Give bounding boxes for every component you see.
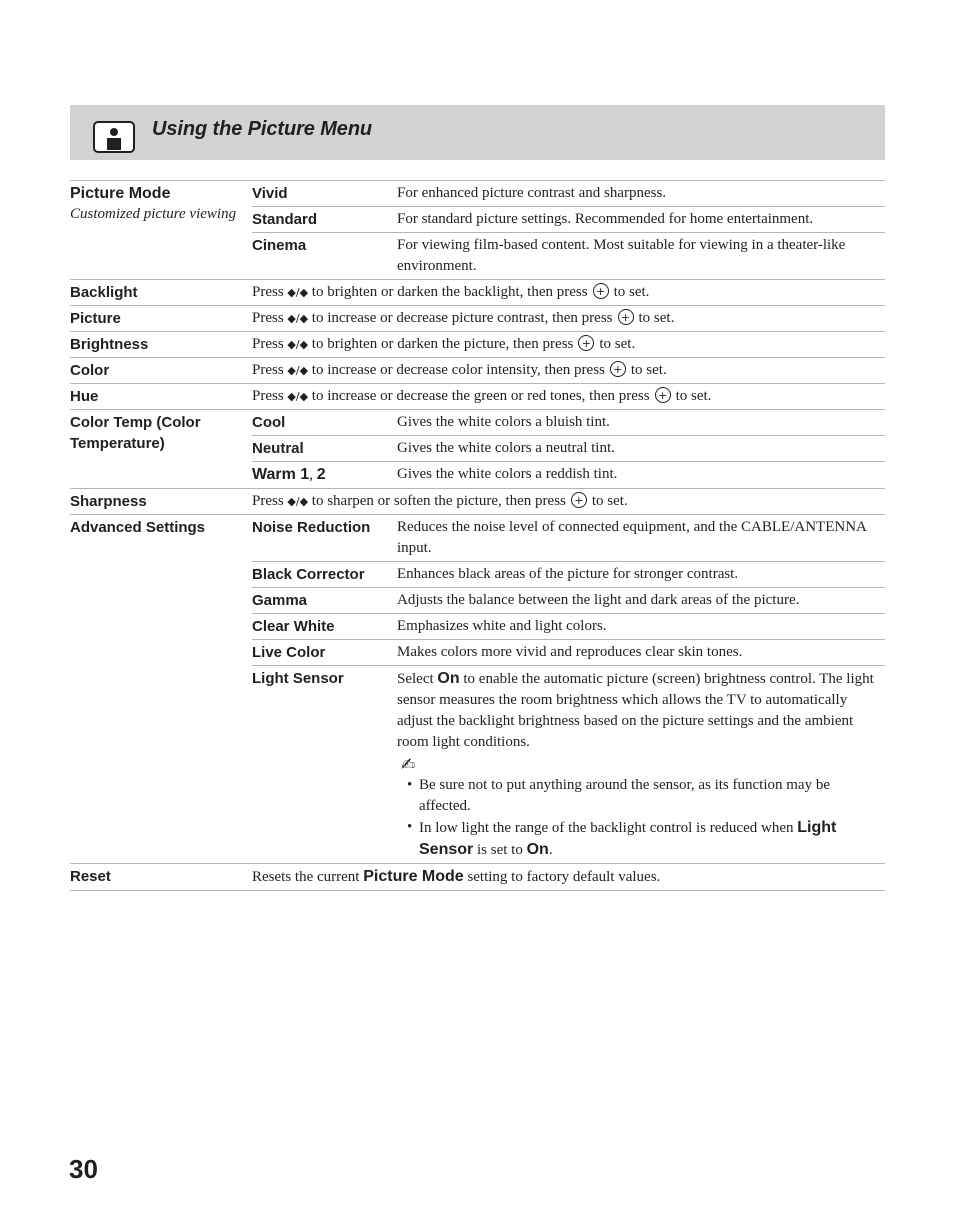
option-clear-white-desc: Emphasizes white and light colors. bbox=[397, 614, 885, 640]
table-row-reset bbox=[70, 864, 885, 891]
table-row-hue bbox=[70, 384, 885, 410]
hue-desc: Press ◆/◆ to increase or decrease the green or red tones, then press+ to set. bbox=[252, 384, 885, 410]
picture-mode-label-cell bbox=[70, 181, 252, 280]
brightness-desc: Press ◆/◆ to brighten or darken the picture, then press+ to set. bbox=[252, 332, 885, 358]
hue-label: Hue bbox=[70, 384, 252, 410]
reset-desc: Resets the current Picture Mode setting to factory default values. bbox=[252, 864, 885, 891]
note-icon: ✍ bbox=[401, 755, 416, 775]
sharpness-label: Sharpness bbox=[70, 489, 252, 515]
section-header bbox=[70, 105, 885, 160]
reset-label: Reset bbox=[70, 864, 252, 891]
table-row-backlight bbox=[70, 280, 885, 306]
enter-button-icon bbox=[571, 492, 587, 508]
option-warm: Warm 1, 2 bbox=[252, 462, 397, 489]
option-standard: Standard bbox=[252, 207, 397, 233]
left-right-arrows-icon: ◆/◆ bbox=[287, 364, 309, 377]
option-vivid-desc: For enhanced picture contrast and sharpness. bbox=[397, 181, 885, 207]
option-noise-reduction-desc: Reduces the noise level of connected equipment, and the CABLE/ANTENNA input. bbox=[397, 515, 885, 562]
option-neutral-desc: Gives the white colors a neutral tint. bbox=[397, 436, 885, 462]
option-neutral: Neutral bbox=[252, 436, 397, 462]
option-cool-desc: Gives the white colors a bluish tint. bbox=[397, 410, 885, 436]
picture-mode-label: Picture Mode bbox=[70, 185, 171, 202]
note-item: • Be sure not to put anything around the sensor, as its function may be affected. bbox=[407, 775, 885, 817]
option-clear-white: Clear White bbox=[252, 614, 397, 640]
enter-button-icon bbox=[618, 309, 634, 325]
option-vivid: Vivid bbox=[252, 181, 397, 207]
left-right-arrows-icon: ◆/◆ bbox=[287, 286, 309, 299]
backlight-desc: Press ◆/◆ to brighten or darken the backlight, then press+ to set. bbox=[252, 280, 885, 306]
enter-button-icon bbox=[655, 387, 671, 403]
left-right-arrows-icon: ◆/◆ bbox=[287, 495, 309, 508]
table-row-color-temp bbox=[70, 410, 885, 436]
picture-label: Picture bbox=[70, 306, 252, 332]
color-desc: Press ◆/◆ to increase or decrease color intensity, then press+ to set. bbox=[252, 358, 885, 384]
picture-desc: Press ◆/◆ to increase or decrease picture contrast, then press+ to set. bbox=[252, 306, 885, 332]
table-row-sharpness bbox=[70, 489, 885, 515]
sharpness-desc: Press ◆/◆ to sharpen or soften the picture, then press+ to set. bbox=[252, 489, 885, 515]
enter-button-icon bbox=[578, 335, 594, 351]
option-warm-desc: Gives the white colors a reddish tint. bbox=[397, 462, 885, 489]
option-light-sensor: Light Sensor bbox=[252, 666, 397, 864]
option-black-corrector: Black Corrector bbox=[252, 562, 397, 588]
option-gamma: Gamma bbox=[252, 588, 397, 614]
option-black-corrector-desc: Enhances black areas of the picture for stronger contrast. bbox=[397, 562, 885, 588]
option-standard-desc: For standard picture settings. Recommended for home entertainment. bbox=[397, 207, 885, 233]
picture-mode-sublabel: Customized picture viewing bbox=[70, 206, 237, 222]
picture-menu-table bbox=[70, 180, 885, 891]
section-title: Using the Picture Menu bbox=[152, 118, 373, 140]
table-row-picture bbox=[70, 306, 885, 332]
enter-button-icon bbox=[610, 361, 626, 377]
note-item: • In low light the range of the backlight control is reduced when Light Sensor is set to On. bbox=[407, 817, 885, 861]
option-light-sensor-desc bbox=[397, 666, 885, 864]
left-right-arrows-icon: ◆/◆ bbox=[287, 312, 309, 325]
brightness-label: Brightness bbox=[70, 332, 252, 358]
left-right-arrows-icon: ◆/◆ bbox=[287, 338, 309, 351]
left-right-arrows-icon: ◆/◆ bbox=[287, 390, 309, 403]
picture-menu-icon bbox=[93, 121, 135, 153]
table-row-picture-mode bbox=[70, 181, 885, 207]
option-cool: Cool bbox=[252, 410, 397, 436]
page-number: 30 bbox=[69, 1154, 98, 1184]
color-temp-label: Color Temp (Color Temperature) bbox=[70, 410, 252, 489]
backlight-label: Backlight bbox=[70, 280, 252, 306]
option-noise-reduction: Noise Reduction bbox=[252, 515, 397, 562]
color-label: Color bbox=[70, 358, 252, 384]
notes-list bbox=[397, 775, 885, 861]
option-live-color-desc: Makes colors more vivid and reproduces clear skin tones. bbox=[397, 640, 885, 666]
option-cinema-desc: For viewing film-based content. Most suitable for viewing in a theater-like environment. bbox=[397, 233, 885, 280]
advanced-settings-label: Advanced Settings bbox=[70, 515, 252, 864]
option-cinema: Cinema bbox=[252, 233, 397, 280]
enter-button-icon bbox=[593, 283, 609, 299]
table-row-brightness bbox=[70, 332, 885, 358]
option-live-color: Live Color bbox=[252, 640, 397, 666]
table-row-advanced bbox=[70, 515, 885, 562]
option-gamma-desc: Adjusts the balance between the light and dark areas of the picture. bbox=[397, 588, 885, 614]
table-row-color bbox=[70, 358, 885, 384]
light-sensor-text: Select On to enable the automatic picture (screen) brightness control. The light sensor measures the room brightness which allows the TV to automatically adjust the backlight brightness based on the picture settings and the ambient room light conditions. bbox=[397, 670, 874, 750]
